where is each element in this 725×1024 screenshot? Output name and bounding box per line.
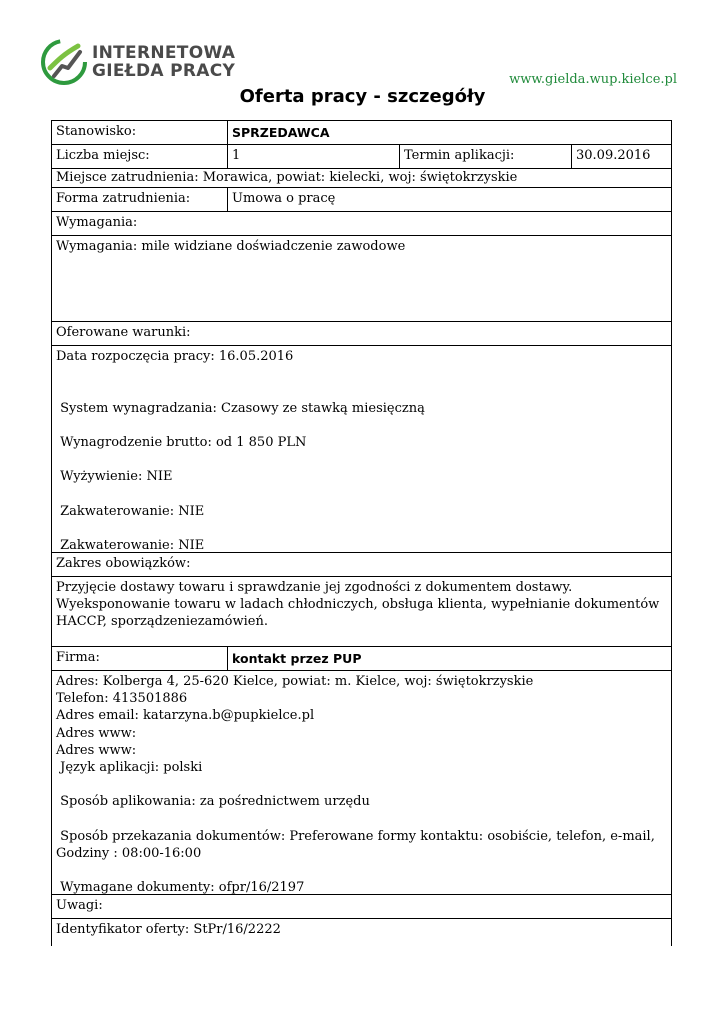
wymagania-text: Wymagania: mile widziane doświadczenie zawodowe bbox=[56, 239, 406, 254]
offer-table bbox=[51, 120, 672, 946]
row-identyfikator bbox=[51, 918, 672, 946]
kontakt-text: Adres: Kolberga 4, 25-620 Kielce, powiat: m. Kielce, woj: świętokrzyskie Telefon: 413501886 Adres email: katarzyna.b@pupkielce.pl Adres www: Adres www: Język aplikacji: polski Sposób aplikowania: za pośrednictwem urzędu Sposób przekazania dokumentów: Preferowane formy kontaktu: osobiście, telefon, e-mail, Godziny : 08:00-16:00 Wymagane dokumenty: ofpr/16/2197 bbox=[56, 674, 655, 896]
liczba-label: Liczba miejsc: bbox=[56, 148, 150, 163]
liczba-value: 1 bbox=[227, 145, 399, 168]
row-uwagi bbox=[51, 894, 672, 918]
page-title: Oferta pracy - szczegóły bbox=[239, 86, 486, 107]
logo-text-line1: INTERNETOWA bbox=[92, 43, 236, 63]
row-forma bbox=[51, 187, 672, 211]
wymagania-label: Wymagania: bbox=[56, 215, 138, 230]
row-obowiazki-text bbox=[51, 576, 672, 646]
logo-icon bbox=[40, 38, 90, 88]
warunki-text: Data rozpoczęcia pracy: 16.05.2016 System wynagradzania: Czasowy ze stawką miesięczną Wynagrodzenie brutto: od 1 850 PLN Wyżywienie: NIE Zakwaterowanie: NIE Zakwaterowanie: NIE bbox=[56, 349, 425, 554]
row-firma bbox=[51, 646, 672, 670]
row-liczba-termin bbox=[51, 144, 672, 168]
forma-value: Umowa o pracę bbox=[227, 188, 671, 211]
row-wymagania-label bbox=[51, 211, 672, 235]
termin-value: 30.09.2016 bbox=[571, 145, 671, 168]
logo-text-line2: GIEŁDA PRACY bbox=[92, 61, 236, 81]
stanowisko-label: Stanowisko: bbox=[56, 124, 137, 139]
uwagi-label: Uwagi: bbox=[56, 898, 103, 913]
obowiazki-label: Zakres obowiązków: bbox=[56, 556, 191, 571]
firma-value: kontakt przez PUP bbox=[227, 647, 671, 670]
warunki-label: Oferowane warunki: bbox=[56, 325, 191, 340]
row-stanowisko bbox=[51, 120, 672, 144]
row-kontakt bbox=[51, 670, 672, 894]
firma-label: Firma: bbox=[56, 650, 100, 665]
logo bbox=[40, 38, 236, 88]
row-warunki-label bbox=[51, 321, 672, 345]
identyfikator-text: Identyfikator oferty: StPr/16/2222 bbox=[56, 922, 281, 937]
miejsce-text: Miejsce zatrudnienia: Morawica, powiat: kielecki, woj: świętokrzyskie bbox=[56, 170, 518, 185]
obowiazki-text: Przyjęcie dostawy towaru i sprawdzanie jej zgodności z dokumentem dostawy. Wyeksponowanie towaru w ladach chłodniczych, obsługa klienta, wypełnianie dokumentów HACCP, sporządzeniezamówień. bbox=[56, 580, 664, 630]
termin-label: Termin aplikacji: bbox=[399, 145, 571, 168]
stanowisko-value: SPRZEDAWCA bbox=[227, 121, 671, 144]
row-wymagania-text bbox=[51, 235, 672, 321]
forma-label: Forma zatrudnienia: bbox=[56, 191, 191, 206]
row-obowiazki-label bbox=[51, 552, 672, 576]
site-url-link[interactable]: www.gielda.wup.kielce.pl bbox=[509, 72, 677, 87]
row-warunki-text bbox=[51, 345, 672, 552]
row-miejsce bbox=[51, 168, 672, 187]
